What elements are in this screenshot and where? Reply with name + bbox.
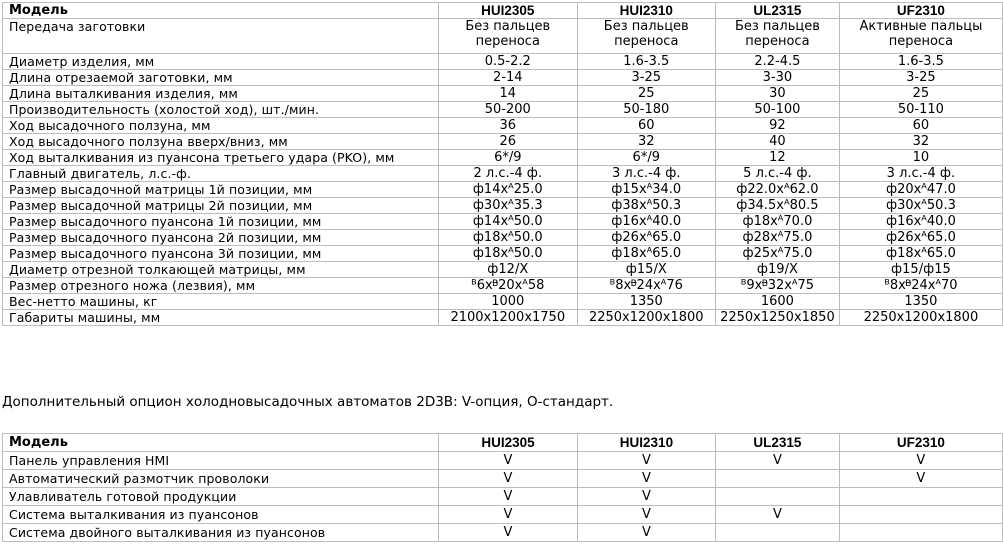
table-row <box>3 102 1003 118</box>
specs-header-uf2310: UF2310 <box>839 3 1002 19</box>
specs-header-hui2305: HUI2305 <box>439 3 577 19</box>
table-row <box>3 182 1003 198</box>
table-row <box>3 198 1003 214</box>
row-value-v1: 36 <box>439 118 577 134</box>
row-value-v2: 6*/9 <box>577 150 715 166</box>
row-label: Размер высадочного пуансона 3й позиции, мм <box>3 246 439 262</box>
options-header-row <box>3 434 1003 452</box>
row-value-v3: ᴮ9xᴯ32xᴬ75 <box>716 278 840 294</box>
row-value-v4: 60 <box>839 118 1002 134</box>
options-header-uf2310: UF2310 <box>839 434 1002 452</box>
options-header-hui2305: HUI2305 <box>439 434 577 452</box>
table-row <box>3 524 1003 542</box>
table-row <box>3 86 1003 102</box>
options-header-model: Модель <box>3 434 439 452</box>
row-value-v3: ф34.5xᴬ80.5 <box>716 198 840 214</box>
row-value-v2: 60 <box>577 118 715 134</box>
row-label: Панель управления HMI <box>3 452 439 470</box>
row-value-v3: 1600 <box>716 294 840 310</box>
row-value-v3: ф25xᴬ75.0 <box>716 246 840 262</box>
row-value-v1: 1000 <box>439 294 577 310</box>
row-value-v4: V <box>839 470 1002 488</box>
table-row <box>3 166 1003 182</box>
specs-transfer-ul2315 <box>716 19 840 54</box>
row-value-v1: V <box>439 488 577 506</box>
row-value-v2: ф15xᴬ34.0 <box>577 182 715 198</box>
row-value-v2: ф38xᴬ50.3 <box>577 198 715 214</box>
row-value-v3: V <box>716 506 840 524</box>
table-row <box>3 230 1003 246</box>
row-value-v2: ф15/X <box>577 262 715 278</box>
row-value-v2: V <box>577 470 715 488</box>
row-value-v2: ф18xᴬ65.0 <box>577 246 715 262</box>
table-row <box>3 70 1003 86</box>
row-label: Производительность (холостой ход), шт./мин. <box>3 102 439 118</box>
table-row <box>3 294 1003 310</box>
row-value-v1: 50-200 <box>439 102 577 118</box>
specs-header-ul2315: UL2315 <box>716 3 840 19</box>
table-row <box>3 470 1003 488</box>
row-label: Габариты машины, мм <box>3 310 439 326</box>
table-row <box>3 506 1003 524</box>
row-value-v2: V <box>577 488 715 506</box>
row-value-v1: ф14xᴬ50.0 <box>439 214 577 230</box>
row-value-v1: 2 л.с.-4 ф. <box>439 166 577 182</box>
specs-header-row <box>3 3 1003 19</box>
specs-header-model: Модель <box>3 3 439 19</box>
table-row <box>3 488 1003 506</box>
row-value-v3: 2250x1250x1850 <box>716 310 840 326</box>
specs-transfer-hui2305 <box>439 19 577 54</box>
row-label: Длина отрезаемой заготовки, мм <box>3 70 439 86</box>
options-header-ul2315: UL2315 <box>716 434 840 452</box>
row-value-v2: 2250x1200x1800 <box>577 310 715 326</box>
row-value-v4: 50-110 <box>839 102 1002 118</box>
row-value-v3 <box>716 524 840 542</box>
row-value-v2: V <box>577 524 715 542</box>
row-value-v4: 1350 <box>839 294 1002 310</box>
row-value-v4: ф18xᴬ65.0 <box>839 246 1002 262</box>
row-value-v3: ф28xᴬ75.0 <box>716 230 840 246</box>
row-value-v3: ф19/X <box>716 262 840 278</box>
row-value-v3: ф22.0xᴬ62.0 <box>716 182 840 198</box>
row-label: Размер высадочной матрицы 2й позиции, мм <box>3 198 439 214</box>
table-row <box>3 118 1003 134</box>
row-value-v1: ф18xᴬ50.0 <box>439 230 577 246</box>
transfer-line-1: Без пальцев <box>465 19 551 34</box>
row-value-v1: ф18xᴬ50.0 <box>439 246 577 262</box>
row-label: Главный двигатель, л.с.-ф. <box>3 166 439 182</box>
row-value-v4: ф16xᴬ40.0 <box>839 214 1002 230</box>
row-value-v2: ᴮ8xᴯ24xᴬ76 <box>577 278 715 294</box>
row-value-v3: 40 <box>716 134 840 150</box>
row-value-v4: 32 <box>839 134 1002 150</box>
transfer-line-1: Активные пальцы <box>859 19 983 34</box>
row-value-v4: 3-25 <box>839 70 1002 86</box>
row-value-v1: 2100x1200x1750 <box>439 310 577 326</box>
row-value-v3: 92 <box>716 118 840 134</box>
row-value-v1: ф14xᴬ25.0 <box>439 182 577 198</box>
row-value-v1: 0.5-2.2 <box>439 54 577 70</box>
table-row <box>3 54 1003 70</box>
options-note: Дополнительный опцион холодновысадочных автоматов 2D3B: V-опция, О-стандарт. <box>2 394 614 410</box>
row-label: Улавливатель готовой продукции <box>3 488 439 506</box>
transfer-line-1: Без пальцев <box>734 19 820 34</box>
row-value-v3: 30 <box>716 86 840 102</box>
row-value-v2: 32 <box>577 134 715 150</box>
row-label: Размер отрезного ножа (лезвия), мм <box>3 278 439 294</box>
row-value-v1: ᴮ6xᴯ20xᴬ58 <box>439 278 577 294</box>
table-row <box>3 262 1003 278</box>
row-value-v4: ᴮ8xᴯ24xᴬ70 <box>839 278 1002 294</box>
transfer-line-2: переноса <box>745 34 810 49</box>
row-value-v2: 3 л.с.-4 ф. <box>577 166 715 182</box>
row-value-v3: 50-100 <box>716 102 840 118</box>
specs-header-hui2310: HUI2310 <box>577 3 715 19</box>
row-value-v3 <box>716 470 840 488</box>
row-value-v4: ф20xᴬ47.0 <box>839 182 1002 198</box>
row-value-v2: 1350 <box>577 294 715 310</box>
row-value-v2: 25 <box>577 86 715 102</box>
table-row <box>3 150 1003 166</box>
row-value-v2: 1.6-3.5 <box>577 54 715 70</box>
row-value-v3: ф18xᴬ70.0 <box>716 214 840 230</box>
row-value-v2: V <box>577 452 715 470</box>
row-value-v1: 2-14 <box>439 70 577 86</box>
row-label: Размер высадочного пуансона 1й позиции, мм <box>3 214 439 230</box>
row-value-v4: ф26xᴬ65.0 <box>839 230 1002 246</box>
row-value-v2: ф16xᴬ40.0 <box>577 214 715 230</box>
row-value-v4: 25 <box>839 86 1002 102</box>
specs-body <box>3 54 1003 326</box>
row-label: Диаметр отрезной толкающей матрицы, мм <box>3 262 439 278</box>
row-label: Размер высадочного пуансона 2й позиции, мм <box>3 230 439 246</box>
transfer-line-2: переноса <box>888 34 954 49</box>
row-value-v4: 10 <box>839 150 1002 166</box>
table-row <box>3 452 1003 470</box>
row-value-v2: 3-25 <box>577 70 715 86</box>
row-value-v3: 3-30 <box>716 70 840 86</box>
row-label: Ход высадочного ползуна, мм <box>3 118 439 134</box>
row-value-v2: ф26xᴬ65.0 <box>577 230 715 246</box>
row-value-v1: 26 <box>439 134 577 150</box>
row-value-v3 <box>716 488 840 506</box>
options-table <box>2 433 1003 542</box>
row-value-v4 <box>839 488 1002 506</box>
row-label: Размер высадочной матрицы 1й позиции, мм <box>3 182 439 198</box>
row-label: Ход выталкивания из пуансона третьего удара (PKO), мм <box>3 150 439 166</box>
options-header-hui2310: HUI2310 <box>577 434 715 452</box>
row-label: Длина выталкивания изделия, мм <box>3 86 439 102</box>
row-value-v4: ф15/ф15 <box>839 262 1002 278</box>
specs-transfer-hui2310 <box>577 19 715 54</box>
row-value-v4 <box>839 506 1002 524</box>
row-value-v4: V <box>839 452 1002 470</box>
table-row <box>3 278 1003 294</box>
row-value-v3: V <box>716 452 840 470</box>
row-value-v1: 14 <box>439 86 577 102</box>
row-value-v3: 2.2-4.5 <box>716 54 840 70</box>
specs-table <box>2 2 1003 326</box>
row-value-v4: 3 л.с.-4 ф. <box>839 166 1002 182</box>
row-value-v1: V <box>439 506 577 524</box>
row-value-v1: ф12/X <box>439 262 577 278</box>
options-body <box>3 452 1003 542</box>
row-value-v1: 6*/9 <box>439 150 577 166</box>
row-value-v1: V <box>439 524 577 542</box>
row-label: Система выталкивания из пуансонов <box>3 506 439 524</box>
table-row <box>3 246 1003 262</box>
row-label: Автоматический размотчик проволоки <box>3 470 439 488</box>
transfer-line-1: Без пальцев <box>603 19 689 34</box>
specs-row-transfer <box>3 19 1003 54</box>
transfer-line-2: переноса <box>475 34 540 49</box>
row-value-v1: ф30xᴬ35.3 <box>439 198 577 214</box>
row-label: Вес-нетто машины, кг <box>3 294 439 310</box>
specs-transfer-uf2310 <box>839 19 1002 54</box>
table-row <box>3 310 1003 326</box>
row-value-v3: 5 л.с.-4 ф. <box>716 166 840 182</box>
row-value-v1: V <box>439 452 577 470</box>
row-value-v2: V <box>577 506 715 524</box>
row-value-v2: 50-180 <box>577 102 715 118</box>
row-value-v4: 1.6-3.5 <box>839 54 1002 70</box>
row-value-v3: 12 <box>716 150 840 166</box>
table-row <box>3 134 1003 150</box>
row-value-v4: ф30xᴬ50.3 <box>839 198 1002 214</box>
specs-transfer-label: Передача заготовки <box>3 19 439 54</box>
row-value-v4 <box>839 524 1002 542</box>
row-value-v4: 2250x1200x1800 <box>839 310 1002 326</box>
row-label: Ход высадочного ползуна вверх/вниз, мм <box>3 134 439 150</box>
row-label: Система двойного выталкивания из пуансонов <box>3 524 439 542</box>
row-label: Диаметр изделия, мм <box>3 54 439 70</box>
transfer-line-2: переноса <box>614 34 679 49</box>
table-row <box>3 214 1003 230</box>
row-value-v1: V <box>439 470 577 488</box>
